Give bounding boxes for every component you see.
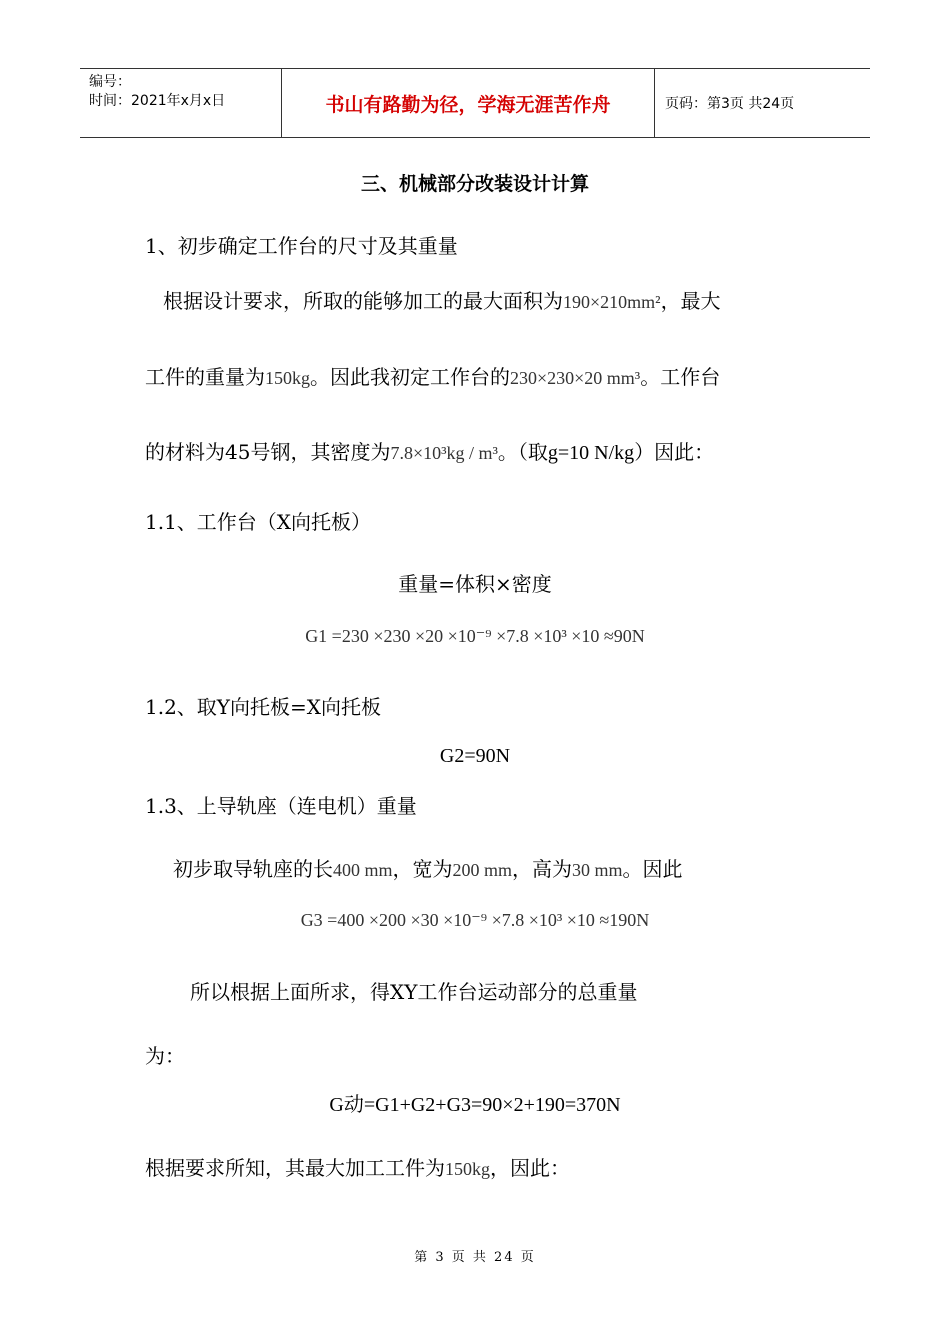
formula-g3: G3 =400 ×200 ×30 ×10⁻⁹ ×7.8 ×10³ ×10 ≈190N [300,910,650,930]
header-motto: 书山有路勤为径，学海无涯苦作舟 [281,69,655,137]
header-page-info: 页码：第3页 共24页 [665,96,795,112]
subsection-1-2-title: 1.2、取Y向托板=X向托板 [145,695,382,719]
paragraph-line-2 [145,363,720,392]
math-max-weight: 150kg [445,1159,490,1179]
header-left-cell [80,69,281,137]
paragraph-rail-seat [173,855,683,884]
paragraph-last [145,1154,570,1183]
paragraph-line-3 [145,438,714,467]
math-volume: 230×230×20 mm³ [510,368,641,388]
text: ，因此： [490,1156,570,1180]
text: 。（取 [497,440,548,464]
text: 初步取导轨座的长 [173,857,333,881]
math-height: 30 mm [572,860,623,880]
text: 根据要求所知，其最大加工工件为 [145,1156,445,1180]
text: 。因此我初定工作台的 [310,365,510,389]
subsection-1-1-title: 1.1、工作台（X向托板） [145,510,372,534]
formula-g1: G1 =230 ×230 ×20 ×10⁻⁹ ×7.8 ×10³ ×10 ≈90N [305,626,645,646]
math-width: 200 mm [452,860,513,880]
subsection-1-3-title: 1.3、上导轨座（连电机）重量 [145,794,417,818]
text: 工件的重量为 [145,365,265,389]
math-density: 7.8×10³kg / m³ [390,443,498,463]
paragraph-total-line-2: 为： [145,1044,185,1068]
text: 根据设计要求，所取的能够加工的最大面积为 [163,289,563,313]
page-header [80,68,870,138]
math-weight: 150kg [265,368,310,388]
text: 。因此 [622,857,683,881]
math-length: 400 mm [333,860,393,880]
text: ，最大 [660,289,721,313]
text: ，高为 [512,857,573,881]
text: 。工作台 [640,365,721,389]
doc-time-label: 时间：2021年x月x日 [89,93,226,109]
formula-g2: G2=90N [439,745,511,767]
paragraph-total-line-1: 所以根据上面所求，得XY工作台运动部分的总重量 [190,980,638,1004]
formula-total: G动=G1+G2+G3=90×2+190=370N [329,1094,621,1116]
math-area: 190×210mm² [563,292,661,312]
paragraph-line-1 [163,287,721,316]
text: ，宽为 [392,857,453,881]
subsection-1-title: 1、初步确定工作台的尺寸及其重量 [145,234,458,258]
text: 的材料为45号钢，其密度为 [145,440,391,464]
text: ）因此： [634,440,715,464]
math-gravity: g=10 N/kg [547,442,635,464]
page-footer: 第 3 页 共 24 页 [414,1250,536,1265]
section-title: 三、机械部分改装设计计算 [360,173,589,195]
doc-number-label: 编号： [89,74,131,90]
formula-weight-word: 重量=体积×密度 [398,572,552,596]
